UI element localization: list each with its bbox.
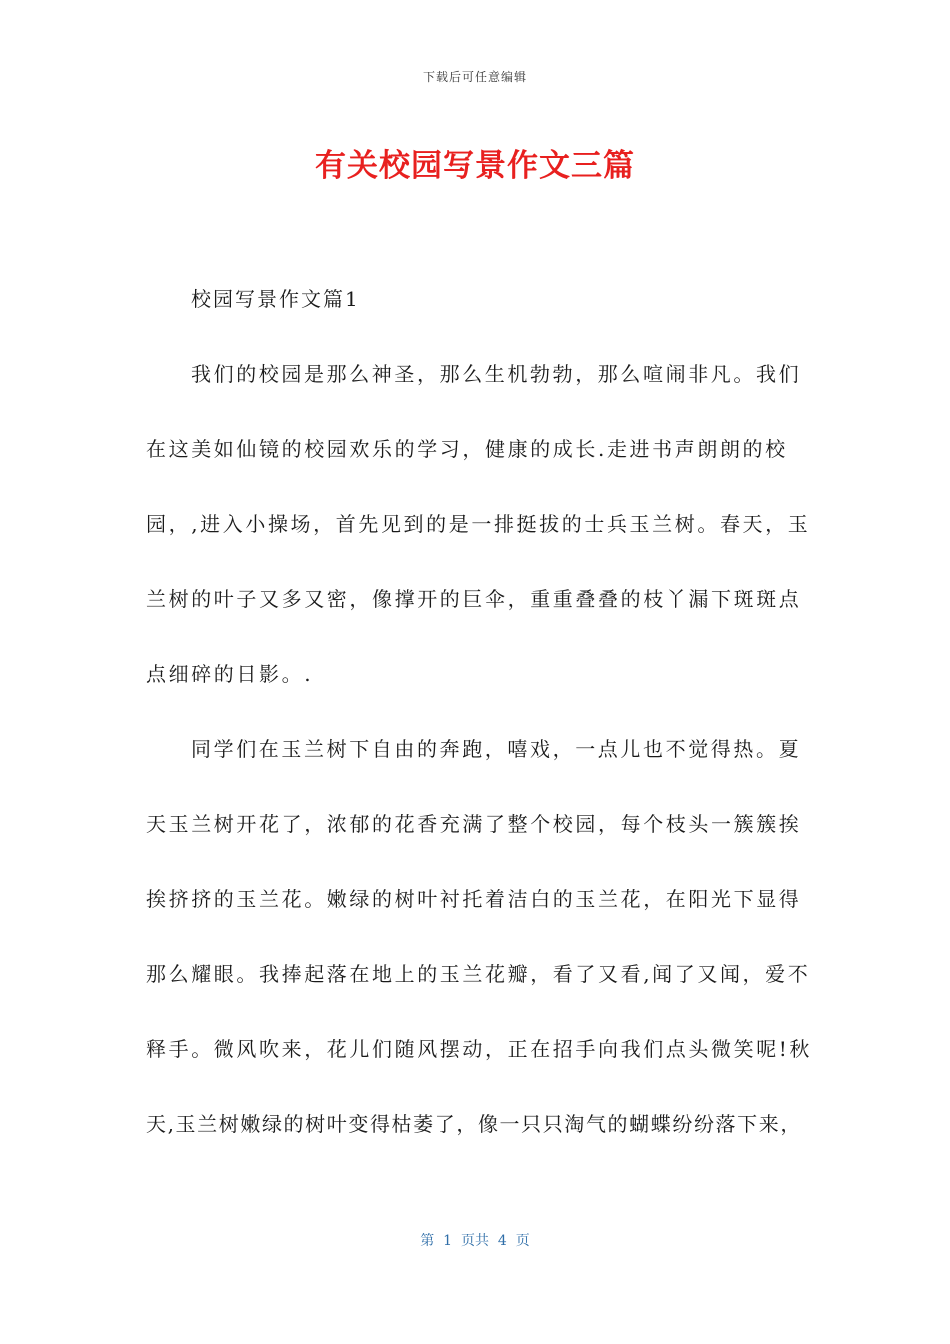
- paragraph-1-line-1: 我们的校园是那么神圣，那么生机勃勃，那么喧闹非凡。我们: [191, 362, 802, 386]
- page-title: 有关校园写景作文三篇: [315, 148, 635, 184]
- section-heading: 校园写景作文篇1: [191, 287, 360, 311]
- paragraph-2-line-4: 那么耀眼。我捧起落在地上的玉兰花瓣，看了又看,闻了又闻，爱不: [146, 962, 811, 986]
- paragraph-1-line-2: 在这美如仙镜的校园欢乐的学习，健康的成长.走进书声朗朗的校: [146, 437, 788, 461]
- paragraph-1-line-4: 兰树的叶子又多又密，像撑开的巨伞，重重叠叠的枝丫漏下斑斑点: [146, 587, 802, 611]
- paragraph-2-line-3: 挨挤挤的玉兰花。嫩绿的树叶衬托着洁白的玉兰花，在阳光下显得: [146, 887, 802, 911]
- paragraph-1-line-3: 园，,进入小操场，首先见到的是一排挺拔的士兵玉兰树。春天，玉: [146, 512, 811, 536]
- paragraph-1-line-5: 点细碎的日影。.: [146, 662, 314, 686]
- page-footer: 第 1 页共 4 页: [420, 1233, 530, 1249]
- paragraph-2-line-2: 天玉兰树开花了，浓郁的花香充满了整个校园，每个枝头一簇簇挨: [146, 812, 802, 836]
- header-note: 下载后可任意编辑: [422, 70, 527, 84]
- paragraph-2-line-6: 天,玉兰树嫩绿的树叶变得枯萎了，像一只只淘气的蝴蝶纷纷落下来，: [146, 1112, 802, 1136]
- paragraph-2-line-1: 同学们在玉兰树下自由的奔跑，嘻戏，一点儿也不觉得热。夏: [191, 737, 802, 761]
- paragraph-2-line-5: 释手。微风吹来，花儿们随风摆动，正在招手向我们点头微笑呢!秋: [146, 1037, 813, 1061]
